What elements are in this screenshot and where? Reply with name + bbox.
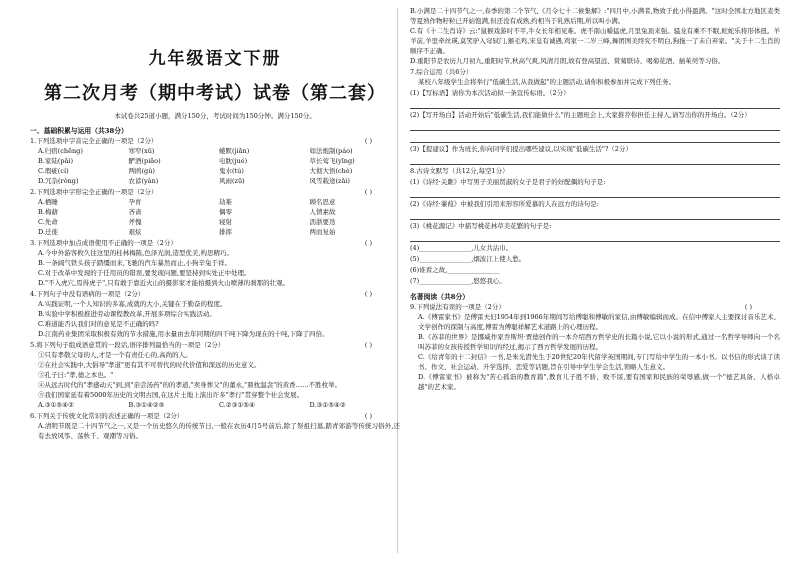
question-text: 6.下列关于传统文化常识的表述正确的一项是（2分） xyxy=(30,412,184,420)
option-row: B.家陆(pǎi) 酽酒(piǎo) 电眈(jué) 草长莺飞(yīng) xyxy=(38,157,355,165)
question-5 xyxy=(30,340,400,350)
poem-fill-2: (2)《诗经·蒹葭》中被我们引用来形容所爱慕的人在远方的诗句是: xyxy=(410,200,599,208)
option-row: C.先命 斧愧 寝射 沥浙要迭 xyxy=(38,218,336,226)
answer-paren: ( ) xyxy=(744,303,752,311)
option-c: C.难道能否认我们对的意见是不正确的吗? xyxy=(38,320,159,328)
sentence-item: ②在社会实践中,大倡导"孝道"更有其不可替代的时代价值和深远的历史意义。 xyxy=(38,361,261,369)
option-row: D.冗杂(rǒng) 农谚(yàn) 风雨(zū) 风雪载途(zǎi) xyxy=(38,177,350,185)
answer-line[interactable] xyxy=(410,120,780,131)
question-1 xyxy=(30,136,400,146)
question-4 xyxy=(30,289,400,299)
poem-fill-5: (5)________________,烟波江上使人愁。 xyxy=(410,255,526,263)
option-row: C.瑕疵(cí) 两鸥(gǔ) 鬼水(tú) 大彻大悟(chè) xyxy=(38,167,353,175)
question-6 xyxy=(30,411,400,421)
answer-line[interactable] xyxy=(410,187,780,198)
option-a: A.《傅雷家书》是傅雷夫妇1954年到1966年期间写给傅聪和傅敏的家信,由傅敏编辑而成。在信中傅家人主要探讨音乐艺术、文学创作的探制与高度,傅雷为傅聪祥解艺术道路上的心理历程。 xyxy=(418,313,780,331)
exam-subtitle: 第二次月考（期中考试）试卷（第二套） xyxy=(44,83,386,104)
poem-fill-7: (7)________________,悠悠我心。 xyxy=(410,277,506,285)
answer-line[interactable] xyxy=(410,98,780,109)
option-d: D."不入虎穴,焉得虎子",只有敢于靠近火山的摄影家才能拍摄到火山喷薄的刹那的壮观。 xyxy=(38,279,290,287)
poem-fill-1: (1)《诗经·关雎》中写男子美丽贤淑的女子是君子的好配偶的句子是: xyxy=(410,178,606,186)
option-d: D.重阳节是农历九月初九,重阳时节,秋高气爽,风清月朗,故有登高望远、赏菊联诗、喝菊花酒、插茱萸等习俗。 xyxy=(410,57,725,65)
answer-line[interactable] xyxy=(410,132,780,143)
option-a: A.今中外游客攸久往这里的桂林梅陈,色泽光润,造型优美,构思精巧。 xyxy=(38,249,233,257)
sentence-item: ④从远古时代的"孝感动天"到,到"亲尝汤药"的的孝道,"卖身葬父"的董永,"鼎枕温衾"的黄香……不胜枚举。 xyxy=(38,381,342,389)
option-row: B.梅藉 吝啬 偶零 人情素故 xyxy=(38,208,336,216)
option-b: B.一条阔气铁头孩子踏缰而来,飞驰的汽车暴然而止,小狗辛兔于祥。 xyxy=(38,259,231,267)
question-3 xyxy=(30,238,400,248)
answer-paren: ( ) xyxy=(364,341,372,349)
question-7: 7.综合运用（共6分） xyxy=(410,68,473,76)
poem-fill-4: (4)________________,儿女共沾巾。 xyxy=(410,244,513,252)
question-text: 9.下列说法有误的一项是（2分） xyxy=(410,303,505,311)
q5-options: A.③①⑤④② B.③①④②⑤ C.②③①⑤④ D.③①⑤④② xyxy=(38,401,346,409)
option-b: B.《苏菲的世界》是挪威作家乔斯坦·贾德创作的一本介绍西方哲学史的长篇小说,它以小说的形式,通过一名哲学导师向一个名叫苏菲的女孩传授哲学知识的经过,揭示了西方哲学发展的历程。 xyxy=(418,333,780,351)
question-text: 5.将下列句子组成语意贯的一段话,语序排列最恰当的一项是（2分） xyxy=(30,341,225,349)
answer-line[interactable] xyxy=(410,154,780,165)
option-row: A.栖睡 孕育 劫难 顾名思意 xyxy=(38,198,336,206)
section-heading: 名著阅读（共8分） xyxy=(410,293,470,301)
exam-instructions: 本试卷共25道小题，满分150分，考试时间为150分钟。满分150分。 xyxy=(114,112,316,120)
task-opening: (2)【写开场白】活动开始后"低碳生活,我们能做什么"的主题班会上,大家推荐你担任主持人,请写出你的开场白。（2分） xyxy=(410,111,751,119)
question-8: 8.古诗文默写（共12分,每空1分） xyxy=(410,167,509,175)
answer-line[interactable] xyxy=(410,231,780,242)
exam-title: 九年级语文下册 xyxy=(148,49,282,69)
option-d: D.《傅雷家书》被称为"苦心孤诣的教育篇",教育儿子胜不骄、败不馁,要有国家和民族的荣辱感,做一个"德艺具备、人格卓越"的艺术家。 xyxy=(418,373,780,391)
question-text: 4.下列句子中没有语病的一项是（2分） xyxy=(30,290,145,298)
option-c: C.对于改革中发现的于任用员的错误,要发现问题,要坚持到实处正中处理。 xyxy=(38,269,251,277)
question-text: 1.下列选项中字音完全正确的一项是（2分） xyxy=(30,137,158,145)
q1-options xyxy=(30,146,400,186)
answer-paren: ( ) xyxy=(364,188,372,196)
sentence-item: ③孔子曰:"孝,德之本也。" xyxy=(38,371,114,379)
answer-paren: ( ) xyxy=(364,239,372,247)
option-a: A.实践证明,一个人知识的多寡,成就的大小,关键在于勤奋的程度。 xyxy=(38,300,227,308)
section-heading: 一、基础积累与运用（共38分） xyxy=(30,127,128,135)
option-c: C.有《十二生肖诗》云:"鼠猴戏游时不平,牛女长年相见难。虎不南山嚼猛虎,月里兔顶来强。骚龙有乘不不眠,蛇蛇乐将形体扭。羊羊前,羊里牵丝瑛,莫笑驴入穹轼门,猴毛鸡,宋皇有诚遇,鸡家一二岁三峰,舞团图美终究不明白,狗拖一了未自弃家。"关于十二生肖的顺序不正确。 xyxy=(410,27,780,55)
task-suggestion: (3)【提建议】作为班长,你向同学们提出哪些建议,以实现"低碳生活"?（2分） xyxy=(410,145,632,153)
question-9 xyxy=(410,302,780,312)
answer-paren: ( ) xyxy=(364,412,372,420)
left-column xyxy=(30,0,400,441)
option-b: B.实验中学积极推进劳动课程教改革,开展多项综合实践活动。 xyxy=(38,310,216,318)
question-text: 3.下列选项中加点成语使用不正确的一项是（2分） xyxy=(30,239,177,247)
right-column xyxy=(410,6,780,392)
answer-paren: ( ) xyxy=(364,290,372,298)
option-b: B.小满是二十四节气之一,春季的第二个节气,《月令七十二候集解》:"四月中,小满者,物致于此小得盈满。"这时全国北方地区麦类等夏熟作物籽粒已开始饱满,但还没有成熟,约相当于乳熟后期,所以叫小满。 xyxy=(410,7,780,25)
option-c: C.《给青年的十二封信》一书,是朱光潜先生于20世纪20年代留学英国期间,专门写给中学生的一本小书。以书信的形式谈了读书、作文、社会运动、升学选择、恋爱等话题,旨在引导中学生学会生活,领略人生意义。 xyxy=(418,353,780,371)
option-row: A.归宿(chēng) 寒窄(xū) 蜷默(jiǎn) 如法炮制(páo) xyxy=(38,147,353,155)
poem-fill-6: (6)谁看之故,________________ xyxy=(410,266,500,274)
question-text: 2.下列选项中字形完全正确的一项是（2分） xyxy=(30,188,158,196)
answer-paren: ( ) xyxy=(364,137,372,145)
q2-options xyxy=(30,197,400,237)
sentence-item: ⑤我们国家延有着5000年历史的文明古国,在这片土地上演出许多"孝行"贯穿整个社会发展。 xyxy=(38,391,304,399)
poem-fill-3: (3)《桃花源记》中描写桃花林草美花繁的句子是: xyxy=(410,222,552,230)
sentence-item: ①只有孝敬父母的人,才是一个有责任心的,高尚的人。 xyxy=(38,351,192,359)
task-slogan: (1)【写标语】请你为本次活动拟一条宣传标语。（2分） xyxy=(410,89,570,97)
answer-line[interactable] xyxy=(410,209,780,220)
option-row: D.迁徙 艰炫 排挥 两而复始 xyxy=(38,228,336,236)
question-2 xyxy=(30,187,400,197)
activity-intro: 某校八年级学生会将举行"低碳生活,从我做起"的主题活动,请你积极参加并完成下列任务。 xyxy=(418,78,676,86)
option-d: D.江南药业集团采取积极有效的节水措施,用水量由去年同期的四千吨下降为现在的十吨,下降了四倍。 xyxy=(38,330,329,338)
option-a: A.清明节既是二十四节气之一,又是一个历史悠久的传统节日,一般在农历4月5号前后,除了祭祖扫墓,踏青郊游等传统习俗外,还有去放风筝、荡秋千、观潮等习俗。 xyxy=(38,422,400,440)
